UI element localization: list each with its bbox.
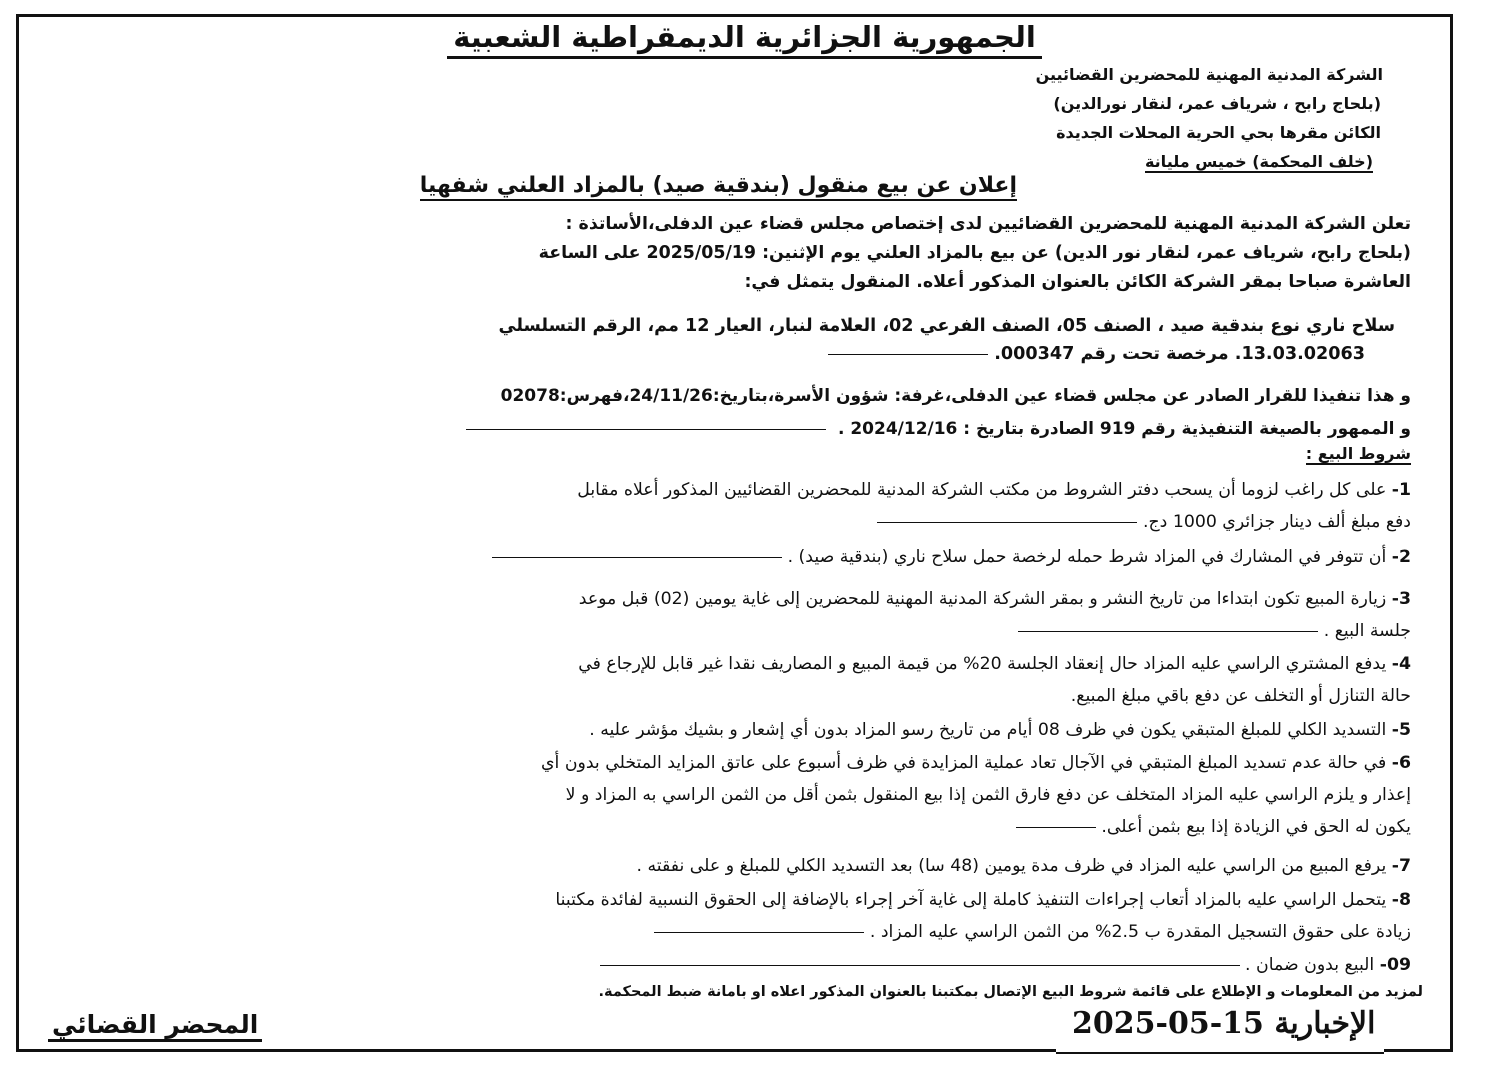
intro-line: تعلن الشركة المدنية المهنية للمحضرين القضائيين لدى إختصاص مجلس قضاء عين الدفلى،الأساتذة : (565, 214, 1411, 234)
condition-item (38, 583, 1411, 647)
intro-line: (بلحاج رابح، شرياف عمر، لنقار نور الدين) عن بيع بالمزاد العلني يوم الإثنين: 2025/05/19 على الساعة (538, 243, 1411, 263)
condition-text: يدفع المشتري الراسي عليه المزاد حال إنعقاد الجلسة 20% من قيمة المبيع و المصاريف نقدا غير قابل للإرجاع في (578, 654, 1387, 674)
fill-dash (828, 354, 988, 355)
condition-text: يرفع المبيع من الراسي عليه المزاد في ظرف مدة يومين (48 سا) بعد التسديد الكلي للمبلغ و على نفقته . (636, 856, 1387, 876)
condition-number: 09- (1379, 955, 1411, 975)
condition-number: 2- (1391, 547, 1411, 567)
condition-text: جلسة البيع . (1323, 621, 1411, 641)
condition-item (38, 884, 1411, 948)
item-line: 13.03.02063. مرخصة تحت رقم 000347. (994, 344, 1365, 364)
condition-item (38, 648, 1411, 712)
company-info (783, 60, 1383, 176)
fill-dash (1016, 827, 1096, 828)
condition-number: 1- (1391, 480, 1411, 500)
condition-text: دفع مبلغ ألف دينار جزائري 1000 دج. (1142, 512, 1411, 532)
item-line-wrap (38, 340, 1395, 368)
executive-formula-ref (466, 419, 1411, 439)
condition-number: 4- (1391, 654, 1411, 674)
condition-item (38, 714, 1411, 746)
company-line: الشركة المدنية المهنية للمحضرين القضائيين (1035, 65, 1383, 84)
fill-dash (1018, 631, 1318, 632)
condition-text: التسديد الكلي للمبلغ المتبقي يكون في ظرف 08 أيام من تاريخ رسو المزاد بدون أي إشعار و بشيك مؤشر عليه . (589, 720, 1387, 740)
condition-text: يتحمل الراسي عليه بالمزاد أتعاب إجراءات التنفيذ كاملة إلى غاية آخر إجراء بالإضافة إلى الحقوق النسبية لفائدة مكتبنا (555, 890, 1387, 910)
condition-number: 8- (1391, 890, 1411, 910)
intro-line: العاشرة صباحا بمقر الشركة الكائن بالعنوان المذكور أعلاه. المنقول يتمثل في: (744, 272, 1411, 292)
fill-dash (492, 557, 782, 558)
item-description (38, 312, 1395, 368)
announcement-intro (38, 210, 1411, 297)
company-line: (بلحاج رابح ، شرياف عمر، لنقار نورالدين) (1053, 94, 1381, 113)
announcement-title: إعلان عن بيع منقول (بندقية صيد) بالمزاد العلني شفهيا (420, 173, 1017, 198)
condition-text: زيارة المبيع تكون ابتداءا من تاريخ النشر و بمقر الشركة المدنية المهنية للمحضرين إلى غاية يومين (02) قبل موعد (578, 589, 1387, 609)
condition-text: إعذار و يلزم الراسي عليه المزاد المتخلف عن دفع فارق الثمن إذا بيع المنقول بثمن أقل من الثمن الراسي به المزاد و لا (565, 785, 1411, 805)
company-line: (خلف المحكمة) خميس مليانة (1144, 152, 1373, 171)
publication-stamp: الإخبارية 15-05-2025 (1072, 1006, 1376, 1041)
condition-item (38, 541, 1411, 573)
condition-number: 6- (1391, 753, 1411, 773)
item-line: سلاح ناري نوع بندقية صيد ، الصنف 05، الصنف الفرعي 02، العلامة لنبار، العيار 12 مم، الرقم التسلسلي (498, 316, 1395, 336)
condition-item (38, 850, 1411, 882)
condition-item (38, 747, 1411, 843)
conditions-heading: شروط البيع : (1305, 444, 1411, 463)
condition-text: زيادة على حقوق التسجيل المقدرة ب 2.5% من الثمن الراسي عليه المزاد . (869, 922, 1411, 942)
condition-text: حالة التنازل أو التخلف عن دفع باقي مبلغ المبيع. (1070, 686, 1411, 706)
condition-number: 3- (1391, 589, 1411, 609)
contact-note: لمزيد من المعلومات و الإطلاع على قائمة شروط البيع الإتصال بمكتبنا بالعنوان المذكور اعلاه او بامانة ضبط المحكمة. (598, 984, 1423, 1000)
fill-dash (466, 429, 826, 430)
executive-formula-text: و الممهور بالصيغة التنفيذية رقم 919 الصادرة بتاريخ : 2024/12/16 . (837, 419, 1411, 439)
court-decision-ref: و هذا تنفيذا للقرار الصادر عن مجلس قضاء عين الدفلى،غرفة: شؤون الأسرة،بتاريخ:24/11/26،فهرس:02078 (500, 386, 1411, 406)
condition-text: يكون له الحق في الزيادة إذا بيع بثمن أعلى. (1101, 817, 1411, 837)
condition-text: في حالة عدم تسديد المبلغ المتبقي في الآجال تعاد عملية المزايدة في ظرف أسبوع على عاتق المزايد المتخلي بدون أي (541, 753, 1387, 773)
condition-item (38, 949, 1411, 981)
company-line: الكائن مقرها بحي الحرية المحلات الجديدة (1056, 123, 1381, 142)
condition-item (38, 474, 1411, 538)
fill-dash (654, 932, 864, 933)
signature-bailiff: المحضر القضائي (48, 1010, 262, 1039)
fill-dash (877, 522, 1137, 523)
condition-number: 7- (1391, 856, 1411, 876)
fill-dash (600, 965, 1240, 966)
condition-text: البيع بدون ضمان . (1245, 955, 1375, 975)
condition-text: على كل راغب لزوما أن يسحب دفتر الشروط من مكتب الشركة المدنية للمحضرين القضائيين المذكور أعلاه مقابل (577, 480, 1387, 500)
condition-text: أن تتوفر في المشارك في المزاد شرط حمله لرخصة حمل سلاح ناري (بندقية صيد) . (787, 547, 1387, 567)
republic-title: الجمهورية الجزائرية الديمقراطية الشعبية (0, 20, 1489, 54)
condition-number: 5- (1391, 720, 1411, 740)
